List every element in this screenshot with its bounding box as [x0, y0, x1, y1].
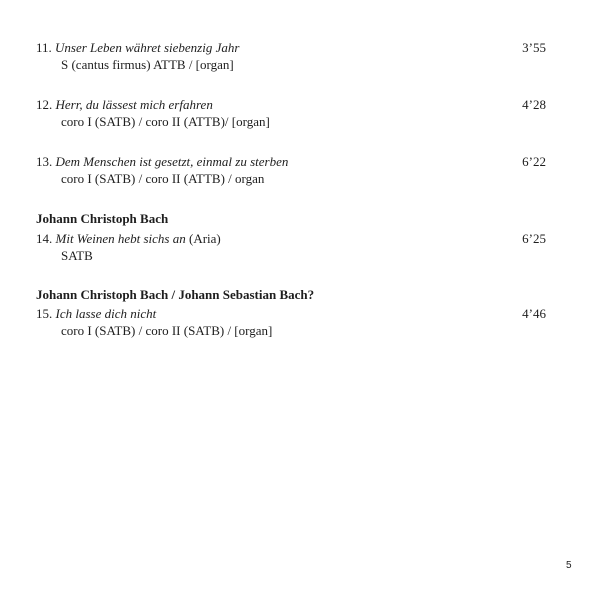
track-title-suffix: (Aria) — [185, 231, 221, 246]
track-title: Unser Leben währet siebenzig Jahr — [55, 40, 240, 55]
track-number: 11. — [36, 40, 52, 55]
track-duration: 6’22 — [522, 154, 546, 169]
track-voices: SATB — [61, 248, 93, 263]
track-13 — [36, 153, 546, 187]
track-title: Ich lasse dich nicht — [55, 306, 157, 321]
track-voices: S (cantus firmus) ATTB / [organ] — [61, 57, 234, 72]
track-11 — [36, 39, 546, 73]
track-title-line — [36, 153, 546, 170]
track-duration: 6’25 — [522, 231, 546, 246]
track-number: 15. — [36, 306, 53, 321]
composer-heading: Johann Christoph Bach — [36, 211, 169, 226]
page-number: 5 — [566, 560, 572, 571]
track-duration: 4’28 — [522, 97, 546, 112]
track-title-line — [36, 96, 546, 113]
track-title: Herr, du lässest mich erfahren — [55, 97, 213, 112]
track-12 — [36, 96, 546, 130]
track-number: 12. — [36, 97, 53, 112]
composer-heading: Johann Christoph Bach / Johann Sebastian Bach? — [36, 287, 315, 302]
track-duration: 4’46 — [522, 306, 546, 321]
track-voices: coro I (SATB) / coro II (ATTB) / organ — [61, 171, 265, 186]
track-number: 14. — [36, 231, 53, 246]
track-title-line — [36, 39, 546, 56]
track-number: 13. — [36, 154, 53, 169]
track-voices: coro I (SATB) / coro II (ATTB)/ [organ] — [61, 114, 270, 129]
track-title-line — [36, 305, 546, 322]
track-title-line — [36, 230, 546, 247]
track-14 — [36, 230, 546, 264]
track-title: Dem Menschen ist gesetzt, einmal zu sterben — [55, 154, 289, 169]
track-duration: 3’55 — [522, 40, 546, 55]
track-title: Mit Weinen hebt sichs an — [55, 231, 186, 246]
track-15 — [36, 305, 546, 339]
track-voices: coro I (SATB) / coro II (SATB) / [organ] — [61, 323, 273, 338]
